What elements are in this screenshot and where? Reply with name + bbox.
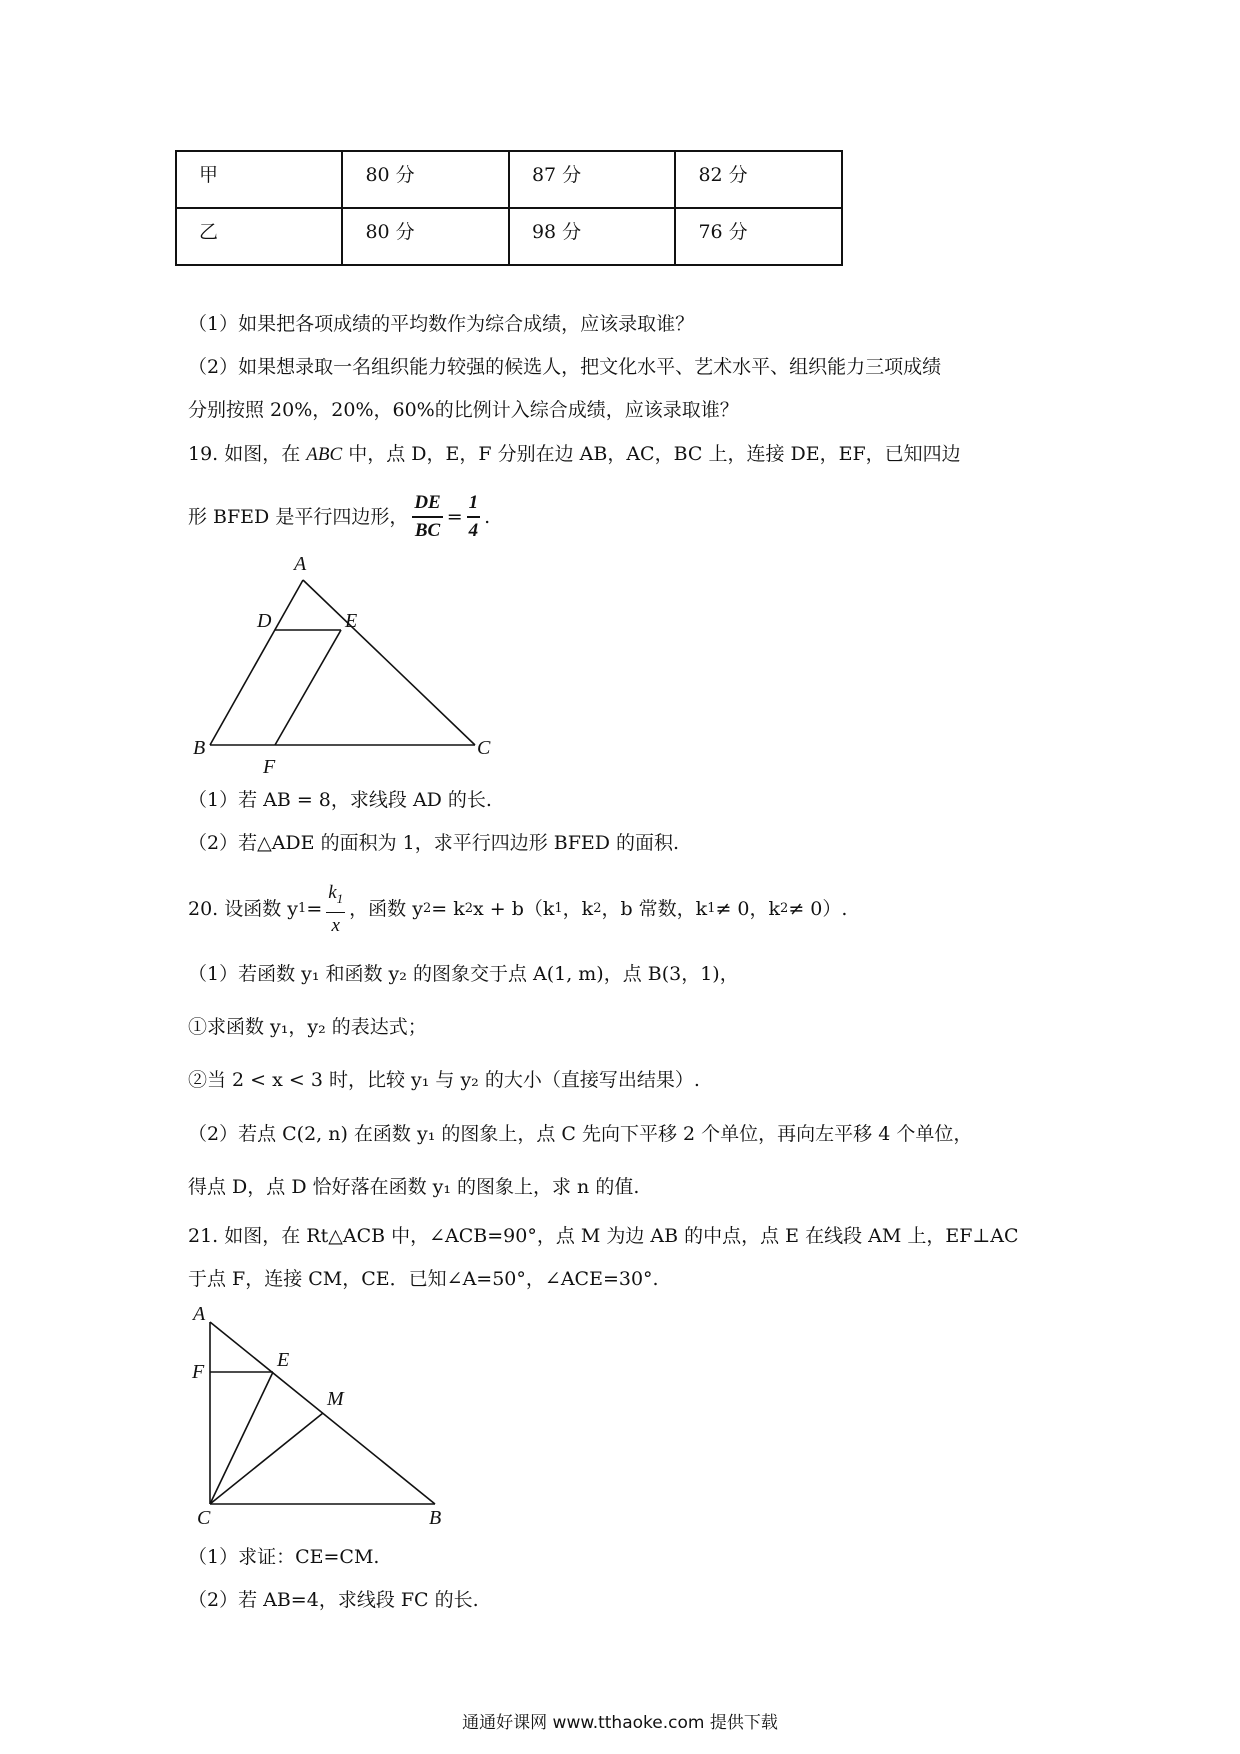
value-fraction: $\frac{1}{4}$: [468, 492, 479, 541]
label-m: M: [327, 1388, 344, 1410]
segment-ac: [303, 580, 475, 745]
triangle-name: ABC: [306, 444, 343, 465]
label-f: F: [192, 1361, 205, 1383]
q18-part2-line2: 分别按照 20%，20%，60%的比例计入综合成绩，应该录取谁？: [188, 399, 739, 421]
table-cell: 80 分: [342, 208, 509, 265]
segment-ce: [210, 1372, 273, 1504]
score-table: [175, 150, 843, 266]
segment-ef: [275, 630, 341, 745]
table-cell: 82 分: [675, 151, 842, 208]
q21-stem-line2: 于点 F，连接 CM，CE．已知∠A=50°，∠ACE=30°.: [188, 1268, 659, 1290]
q20-part1: （1）若函数 y₁ 和函数 y₂ 的图象交于点 A(1, m)，点 B(3，1)，: [188, 963, 739, 985]
table-cell: 80 分: [342, 151, 509, 208]
table-cell: 甲: [176, 151, 342, 208]
table-row: [176, 208, 842, 265]
q19-stem-line2: 形 BFED 是平行四边形， $\frac{DE}{BC}$ = $\frac{1}{4}$ .: [188, 490, 490, 544]
table-cell: 乙: [176, 208, 342, 265]
segment-cm: [210, 1413, 323, 1504]
label-c: C: [197, 1507, 211, 1529]
q20-stem: 20. 设函数 y 1 = $\frac{k_1}{x}$ ，函数 y 2 = k 2 x + b（k 1 ，k 2 ，b 常数，k 1 ≠ 0，k 2 ≠ 0）.: [188, 880, 847, 939]
label-b: B: [193, 737, 206, 759]
q20-part2-line1: （2）若点 C(2, n) 在函数 y₁ 的图象上，点 C 先向下平移 2 个单位，再向左平移 4 个单位，: [188, 1123, 973, 1145]
k1-over-x-fraction: $\frac{k_1}{x}$: [328, 882, 344, 936]
table-row: [176, 151, 842, 208]
q21-figure: [185, 1302, 455, 1532]
q21-part1: （1）求证：CE=CM.: [188, 1546, 380, 1568]
label-a: A: [294, 553, 307, 575]
q19-stem-line1: 19. 如图，在 ABC 中，点 D，E，F 分别在边 AB，AC，BC 上，连接 DE，EF，已知四边: [188, 443, 961, 465]
q18-part1: （1）如果把各项成绩的平均数作为综合成绩，应该录取谁？: [188, 313, 695, 335]
q21-stem-line1: 21. 如图，在 Rt△ACB 中，∠ACB=90°，点 M 为边 AB 的中点，点 E 在线段 AM 上，EF⊥AC: [188, 1225, 1019, 1247]
q21-part2: （2）若 AB=4，求线段 FC 的长.: [188, 1589, 479, 1611]
q20-part2-line2: 得点 D，点 D 恰好落在函数 y₁ 的图象上，求 n 的值.: [188, 1176, 640, 1198]
label-c: C: [477, 737, 491, 759]
q20-part1-sub1: ①求函数 y₁，y₂ 的表达式；: [188, 1016, 427, 1038]
q19-figure: [185, 548, 505, 783]
label-e: E: [277, 1349, 290, 1371]
q19-part2: （2）若△ADE 的面积为 1，求平行四边形 BFED 的面积.: [188, 832, 680, 854]
table-cell: 98 分: [509, 208, 676, 265]
page-footer: 通通好课网 www.tthaoke.com 提供下载: [462, 1713, 778, 1733]
q18-part2-line1: （2）如果想录取一名组织能力较强的候选人，把文化水平、艺术水平、组织能力三项成绩: [188, 356, 942, 378]
label-b: B: [429, 1507, 442, 1529]
label-a: A: [193, 1303, 206, 1325]
q20-part1-sub2: ②当 2 < x < 3 时，比较 y₁ 与 y₂ 的大小（直接写出结果）.: [188, 1069, 700, 1091]
table-cell: 76 分: [675, 208, 842, 265]
label-f: F: [263, 756, 276, 778]
label-e: E: [345, 610, 358, 632]
table-cell: 87 分: [509, 151, 676, 208]
q19-part1: （1）若 AB = 8，求线段 AD 的长.: [188, 789, 492, 811]
label-d: D: [257, 610, 272, 632]
ratio-fraction: $\frac{DE}{BC}$: [414, 492, 441, 541]
